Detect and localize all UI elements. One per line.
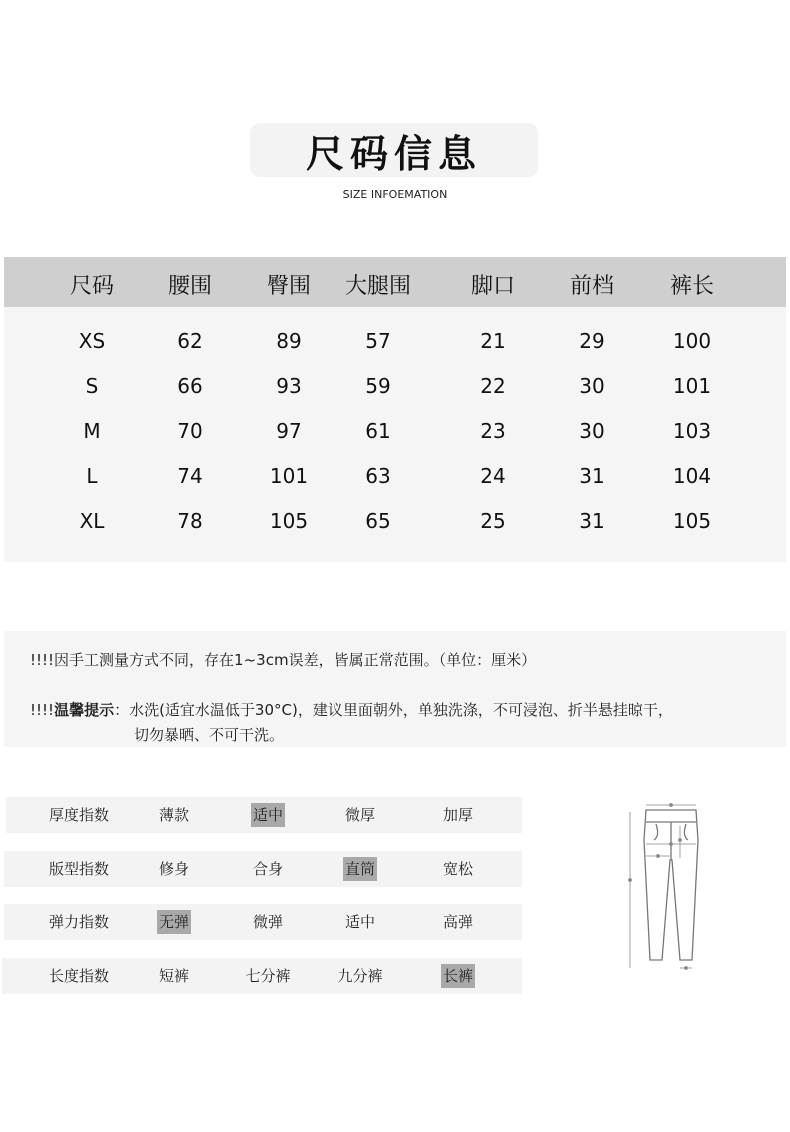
index-option-label: 微厚 xyxy=(344,806,375,824)
size-value-cell: 30 xyxy=(579,419,605,443)
index-option xyxy=(413,797,503,833)
index-option-label: 宽松 xyxy=(442,860,473,878)
index-option xyxy=(315,958,405,994)
size-value-cell: 78 xyxy=(177,509,203,533)
index-option-selected: 直筒 xyxy=(343,857,377,881)
index-row-label: 长度指数 xyxy=(48,967,109,985)
index-row-label: 厚度指数 xyxy=(48,806,109,824)
size-value-cell: 93 xyxy=(276,374,302,398)
index-option-label: 七分裤 xyxy=(245,967,291,985)
index-row-label: 弹力指数 xyxy=(48,913,109,931)
index-option xyxy=(223,958,313,994)
index-option xyxy=(413,851,503,887)
size-header-cell: 尺码 xyxy=(69,274,114,299)
index-option xyxy=(129,797,219,833)
size-value-cell: 101 xyxy=(672,374,712,398)
index-option-label: 微弹 xyxy=(252,913,283,931)
index-option-selected: 无弹 xyxy=(157,910,191,934)
note-care xyxy=(30,699,673,720)
size-value-cell: 74 xyxy=(177,464,203,488)
note-care-prefix: !!!! xyxy=(30,701,55,719)
size-value-cell: 70 xyxy=(177,419,203,443)
index-row-label: 版型指数 xyxy=(48,860,109,878)
size-value-cell: 57 xyxy=(365,329,391,353)
index-option xyxy=(413,904,503,940)
note-care-text: ：水洗(适宜水温低于30°C)，建议里面朝外，单独洗涤，不可浸泡、折半悬挂晾干， xyxy=(114,701,673,719)
size-value-cell: 105 xyxy=(672,509,712,533)
size-value-cell: 66 xyxy=(177,374,203,398)
page-subtitle: SIZE INFOEMATION xyxy=(342,188,448,201)
index-row xyxy=(4,904,522,940)
size-label-cell: S xyxy=(85,374,99,398)
index-option xyxy=(223,904,313,940)
size-value-cell: 100 xyxy=(672,329,712,353)
index-option xyxy=(315,851,405,887)
index-option-label: 适中 xyxy=(344,913,375,931)
index-option xyxy=(129,958,219,994)
size-label-cell: XL xyxy=(79,509,105,533)
size-value-cell: 104 xyxy=(672,464,712,488)
index-option-label: 高弹 xyxy=(442,913,473,931)
index-option-label: 合身 xyxy=(252,860,283,878)
index-option-label: 九分裤 xyxy=(337,967,383,985)
note-care-label: 温馨提示 xyxy=(54,701,115,719)
size-value-cell: 22 xyxy=(480,374,506,398)
size-value-cell: 30 xyxy=(579,374,605,398)
size-header-cell: 大腿围 xyxy=(344,274,411,299)
index-option-label: 修身 xyxy=(158,860,189,878)
size-header-cell: 前档 xyxy=(569,274,614,299)
size-label-cell: L xyxy=(86,464,98,488)
size-table-body xyxy=(4,307,786,562)
notes-panel xyxy=(4,631,786,747)
size-value-cell: 31 xyxy=(579,509,605,533)
index-option xyxy=(129,851,219,887)
index-option-label: 薄款 xyxy=(158,806,189,824)
pants-diagram-icon xyxy=(600,800,720,980)
index-option xyxy=(315,904,405,940)
size-header-cell: 臀围 xyxy=(266,274,311,299)
index-option-selected: 长裤 xyxy=(441,964,475,988)
size-value-cell: 62 xyxy=(177,329,203,353)
size-value-cell: 21 xyxy=(480,329,506,353)
size-table-header xyxy=(4,257,786,307)
index-row xyxy=(2,958,522,994)
size-value-cell: 24 xyxy=(480,464,506,488)
size-value-cell: 29 xyxy=(579,329,605,353)
index-option xyxy=(129,904,219,940)
size-value-cell: 97 xyxy=(276,419,302,443)
index-option xyxy=(413,958,503,994)
size-value-cell: 103 xyxy=(672,419,712,443)
size-header-cell: 裤长 xyxy=(669,274,714,299)
size-value-cell: 101 xyxy=(269,464,309,488)
size-value-cell: 63 xyxy=(365,464,391,488)
note-measurement: !!!!因手工测量方式不同，存在1~3cm误差，皆属正常范围。（单位：厘米） xyxy=(30,651,537,669)
note-care-continued: 切勿暴晒、不可干洗。 xyxy=(134,726,285,744)
page-title: 尺码信息 xyxy=(305,131,482,176)
index-row xyxy=(4,851,522,887)
index-option-label: 加厚 xyxy=(442,806,473,824)
size-label-cell: XS xyxy=(78,329,106,353)
index-option xyxy=(223,851,313,887)
size-value-cell: 89 xyxy=(276,329,302,353)
index-option-label: 短裤 xyxy=(158,967,189,985)
size-value-cell: 59 xyxy=(365,374,391,398)
size-value-cell: 31 xyxy=(579,464,605,488)
size-value-cell: 23 xyxy=(480,419,506,443)
index-option xyxy=(223,797,313,833)
size-header-cell: 脚口 xyxy=(470,274,515,299)
title-box xyxy=(250,123,538,177)
size-value-cell: 65 xyxy=(365,509,391,533)
index-row xyxy=(6,797,522,833)
index-option-selected: 适中 xyxy=(251,803,285,827)
size-label-cell: M xyxy=(83,419,101,443)
size-header-cell: 腰围 xyxy=(167,274,212,299)
size-value-cell: 25 xyxy=(480,509,506,533)
size-value-cell: 61 xyxy=(365,419,391,443)
size-value-cell: 105 xyxy=(269,509,309,533)
index-option xyxy=(315,797,405,833)
